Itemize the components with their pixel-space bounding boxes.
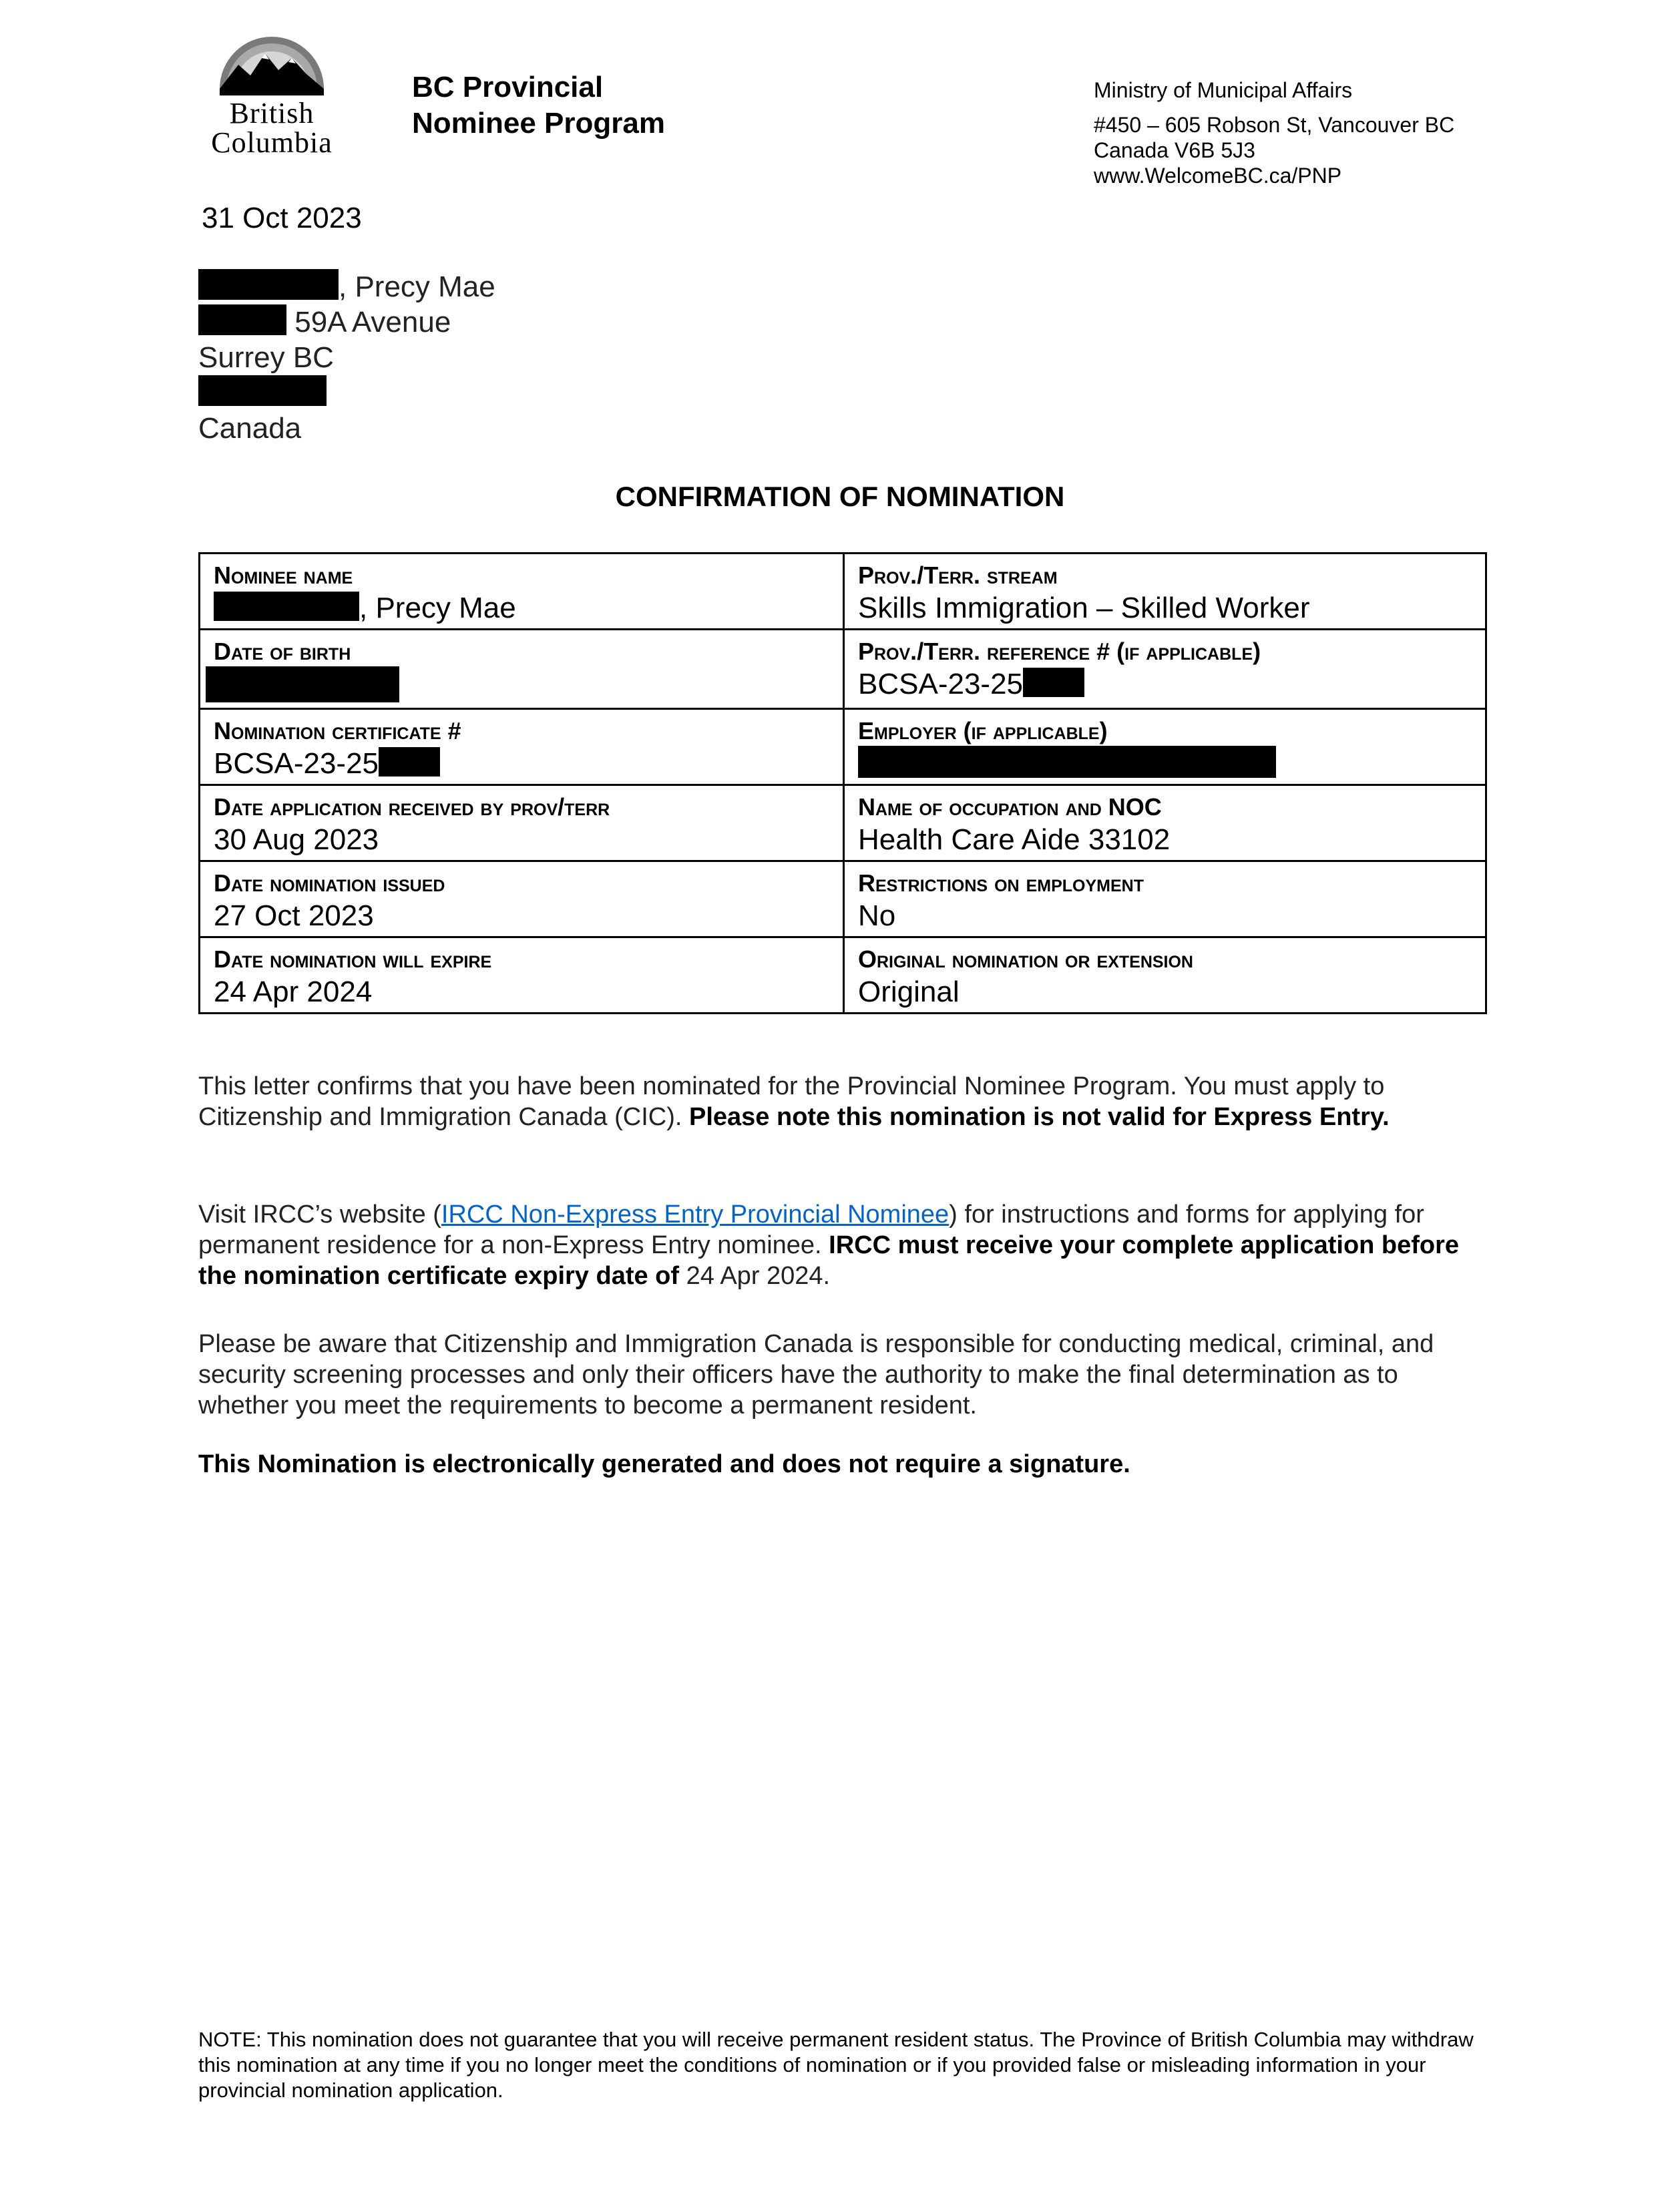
ircc-link[interactable]: IRCC Non-Express Entry Provincial Nominee <box>441 1200 950 1229</box>
expiry-date: 24 Apr 2024. <box>679 1262 831 1290</box>
table-cell <box>200 708 844 785</box>
table-cell <box>200 630 844 709</box>
redaction-bar <box>1023 668 1084 697</box>
table-cell <box>844 861 1486 937</box>
redaction-bar <box>858 746 1276 778</box>
table-cell <box>200 785 844 861</box>
table-cell <box>200 937 844 1013</box>
cell-value: 24 Apr 2024 <box>214 975 373 1008</box>
table-row <box>200 708 1486 785</box>
logo-line-columbia: Columbia <box>211 126 333 159</box>
cell-label: Name of occupation and NOC <box>858 793 1162 821</box>
cell-value: 30 Aug 2023 <box>214 823 379 856</box>
cell-value <box>214 590 829 626</box>
cell-value <box>858 746 1472 783</box>
table-cell <box>844 630 1486 709</box>
cell-value: No <box>858 899 896 932</box>
cell-value: Skills Immigration – Skilled Worker <box>858 592 1310 624</box>
nominee-name: , Precy Mae <box>359 592 516 624</box>
redaction-bar <box>198 375 327 406</box>
cell-label: Date of birth <box>214 638 351 665</box>
cell-value <box>214 666 829 708</box>
program-title <box>412 69 665 142</box>
document-title: CONFIRMATION OF NOMINATION <box>615 481 1065 512</box>
cell-label: Employer (if applicable) <box>858 716 1108 744</box>
recipient-country: Canada <box>198 412 302 445</box>
paragraph-text: Visit IRCC’s website ( <box>198 1200 441 1229</box>
cell-value <box>214 746 829 782</box>
express-entry-warning: Please note this nomination is not valid for Express Entry. <box>688 1103 1390 1131</box>
paragraph-text: ) for instructions and forms for applying for permanent residence for a non-Express Entry nominee. <box>198 1200 1424 1259</box>
program-title-line1: BC Provincial <box>412 71 604 103</box>
redaction-bar <box>198 269 339 300</box>
footer-note: NOTE: This nomination does not guarantee that you will receive permanent resident status. The Province of British Columbia may withdraw this nomination at any time if you no longer meet the conditions of nomination or if you provided false or misleading information in your provincial nomination application. <box>198 2028 1474 2102</box>
redaction-bar <box>198 304 286 335</box>
sun-mountain-icon <box>192 17 352 100</box>
ministry-address-line2: Canada V6B 5J3 <box>1094 138 1255 162</box>
paragraph-confirmation <box>198 1071 1494 1132</box>
logo-line-british: British <box>229 97 314 130</box>
program-title-line2: Nominee Program <box>412 107 665 140</box>
cell-label: Prov./Terr. stream <box>858 562 1058 589</box>
table-cell <box>844 785 1486 861</box>
cell-label: Nominee name <box>214 562 353 589</box>
recipient-postal-line <box>198 375 495 411</box>
table-cell <box>844 708 1486 785</box>
reference-number: BCSA-23-25 <box>858 668 1024 700</box>
recipient-name: , Precy Mae <box>339 270 495 303</box>
bc-logo <box>192 17 352 157</box>
cell-label: Original nomination or extension <box>858 945 1193 973</box>
table-cell <box>200 861 844 937</box>
table-cell <box>844 937 1486 1013</box>
table-cell <box>844 554 1486 630</box>
recipient-street: 59A Avenue <box>286 306 451 339</box>
recipient-city: Surrey BC <box>198 341 334 374</box>
deadline-notice: IRCC must receive your complete application before the nomination certificate expiry date of <box>198 1231 1460 1290</box>
cell-value: Original <box>858 975 960 1008</box>
recipient-street-line <box>198 304 495 340</box>
ministry-website[interactable]: www.WelcomeBC.ca/PNP <box>1094 164 1342 188</box>
ministry-block <box>1094 77 1454 188</box>
nomination-table <box>198 552 1487 1014</box>
table-row <box>200 630 1486 709</box>
ministry-address-line1: #450 – 605 Robson St, Vancouver BC <box>1094 113 1455 137</box>
cell-value <box>858 666 1472 702</box>
cell-label: Date nomination will expire <box>214 945 492 973</box>
letter-date: 31 Oct 2023 <box>202 202 362 234</box>
cell-label: Restrictions on employment <box>858 869 1144 897</box>
table-row <box>200 937 1486 1013</box>
cell-label: Nomination certificate # <box>214 716 461 744</box>
paragraph-screening: Please be aware that Citizenship and Immigration Canada is responsible for conducting medical, criminal, and security screening processes and only their officers have the authority to make the final determination as to whether you meet the requirements to become a permanent resident. <box>198 1330 1434 1419</box>
cell-label: Date application received by prov/terr <box>214 793 610 821</box>
redaction-bar <box>206 666 399 702</box>
redaction-bar <box>379 747 440 777</box>
cell-value: Health Care Aide 33102 <box>858 823 1171 856</box>
cell-label: Prov./Terr. reference # (if applicable) <box>858 638 1261 665</box>
table-row <box>200 785 1486 861</box>
table-row <box>200 861 1486 937</box>
recipient-name-line <box>198 269 495 304</box>
paragraph-text: This letter confirms that you have been nominated for the Provincial Nominee Program. You must apply to Citizenship and Immigration Canada (CIC). <box>198 1072 1385 1131</box>
table-row <box>200 554 1486 630</box>
recipient-address <box>198 269 495 446</box>
cell-value: 27 Oct 2023 <box>214 899 374 932</box>
redaction-bar <box>214 592 359 621</box>
ministry-name: Ministry of Municipal Affairs <box>1094 78 1353 102</box>
paragraph-electronic-notice: This Nomination is electronically generated and does not require a signature. <box>198 1450 1130 1478</box>
paragraph-instructions <box>198 1199 1494 1291</box>
certificate-number: BCSA-23-25 <box>214 746 379 780</box>
cell-label: Date nomination issued <box>214 869 445 897</box>
table-cell <box>200 554 844 630</box>
